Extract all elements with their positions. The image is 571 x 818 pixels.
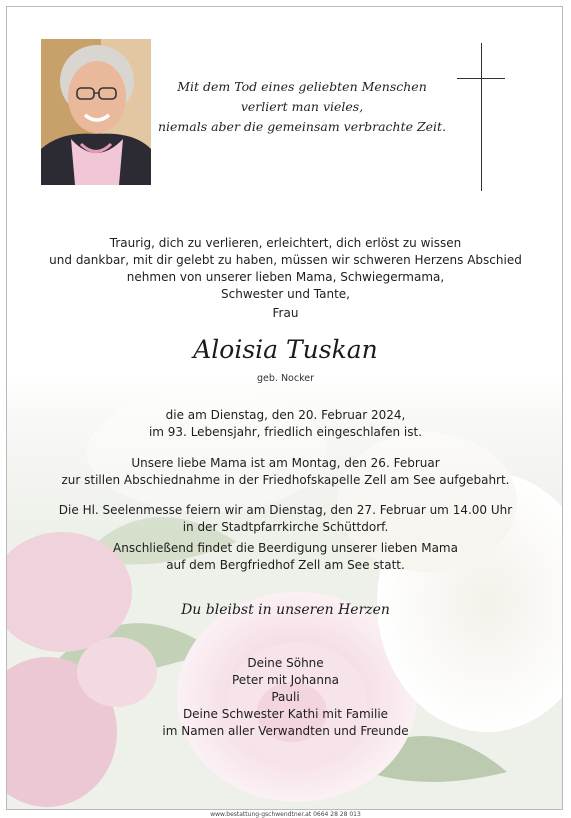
deceased-name: Aloisia Tuskan xyxy=(193,335,378,364)
cross-icon xyxy=(457,43,505,191)
intro-line: Schwester und Tante, xyxy=(221,287,350,301)
quote-line: niemals aber die gemeinsam verbrachte Zeit. xyxy=(157,119,447,134)
mourners-list xyxy=(7,655,563,740)
closing-script: Du bleibst in unseren Herzen xyxy=(181,602,390,618)
viewing-notice xyxy=(7,455,563,489)
memorial-quote xyxy=(157,77,447,137)
salutation: Frau xyxy=(272,306,299,320)
parte-sheet xyxy=(6,6,563,810)
death-line: die am Dienstag, den 20. Februar 2024, xyxy=(165,408,406,422)
portrait-photo xyxy=(41,39,151,185)
burial-line: auf dem Bergfriedhof Zell am See statt. xyxy=(166,558,405,572)
mourner-line: Deine Schwester Kathi mit Familie xyxy=(182,707,389,721)
birth-name: geb. Nocker xyxy=(257,373,314,384)
mass-notice xyxy=(7,502,563,536)
death-notice xyxy=(7,407,563,441)
viewing-line: Unsere liebe Mama ist am Montag, den 26. Februar xyxy=(131,456,440,470)
mourner-line: Deine Söhne xyxy=(247,656,324,670)
mass-line: Die Hl. Seelenmesse feiern wir am Dienstag, den 27. Februar um 14.00 Uhr xyxy=(58,503,513,517)
burial-notice xyxy=(7,540,563,574)
intro-line: und dankbar, mit dir gelebt zu haben, müssen wir schweren Herzens Abschied xyxy=(49,253,522,267)
intro-line: nehmen von unserer lieben Mama, Schwiegermama, xyxy=(126,270,445,284)
burial-line: Anschließend findet die Beerdigung unserer lieben Mama xyxy=(113,541,458,555)
mourner-line: Peter mit Johanna xyxy=(232,673,339,687)
death-line: im 93. Lebensjahr, friedlich eingeschlafen ist. xyxy=(148,425,423,439)
intro-line: Traurig, dich zu verlieren, erleichtert, dich erlöst zu wissen xyxy=(109,236,462,250)
footer-contact: www.bestattung-gschwendtner.at 0664 28 28 013 xyxy=(210,811,361,818)
viewing-line: zur stillen Abschiednahme in der Friedhofskapelle Zell am See aufgebahrt. xyxy=(61,473,510,487)
quote-line: verliert man vieles, xyxy=(240,99,364,114)
quote-line: Mit dem Tod eines geliebten Menschen xyxy=(177,79,427,94)
mass-line: in der Stadtpfarrkirche Schüttdorf. xyxy=(182,520,389,534)
mourner-line: Pauli xyxy=(271,690,300,704)
intro-text xyxy=(7,235,563,303)
mourner-line: im Namen aller Verwandten und Freunde xyxy=(162,724,409,738)
